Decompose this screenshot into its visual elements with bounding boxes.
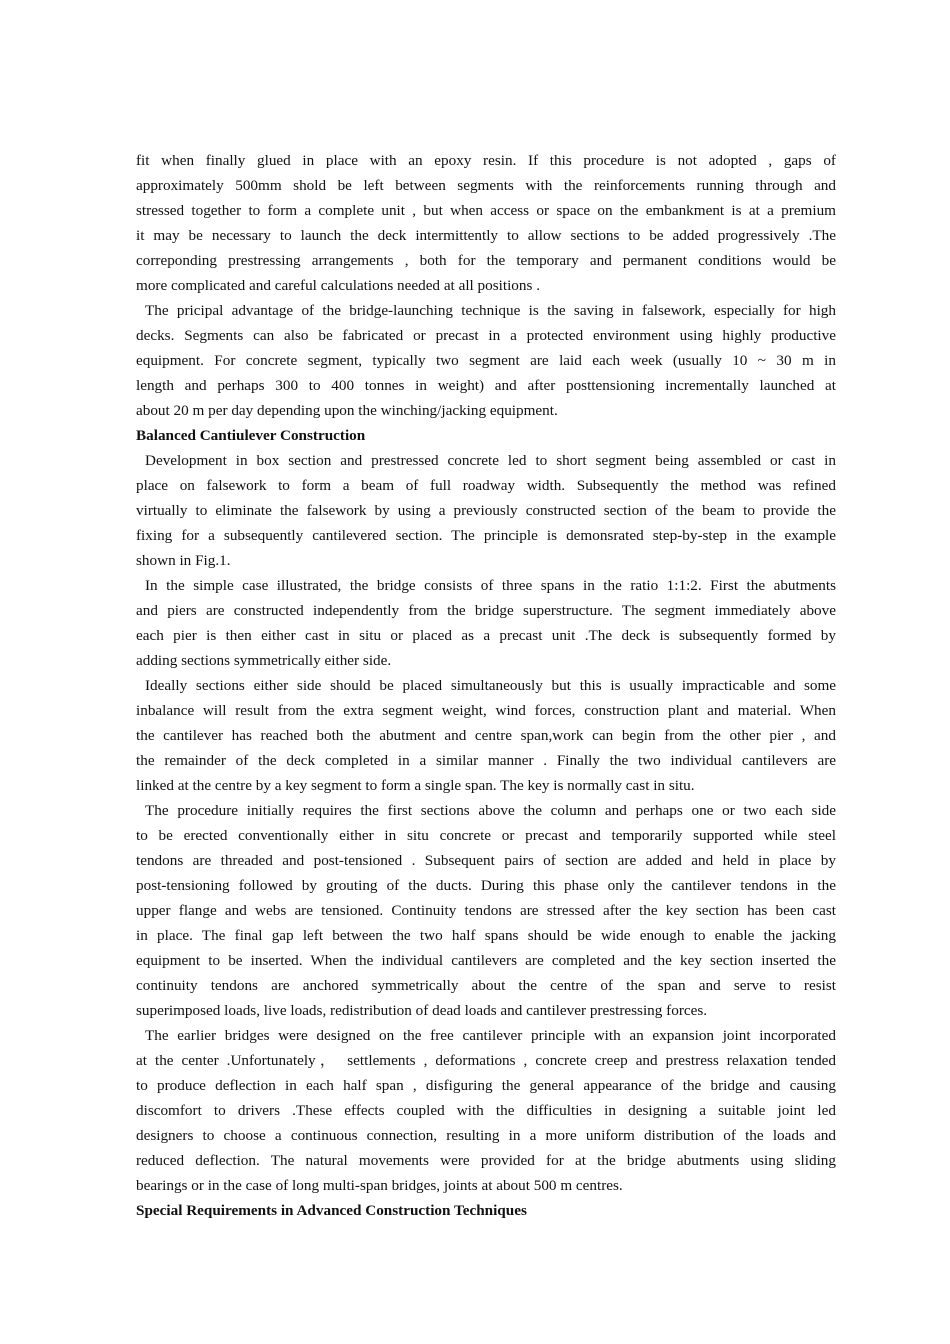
- paragraph: [136, 298, 836, 423]
- text-line: post-tensioning followed by grouting of the ducts. During this phase only the cantilever tendons in the: [136, 877, 836, 894]
- text-line: it may be necessary to launch the deck intermittently to allow sections to be added progressively .The: [136, 227, 836, 244]
- text-line: and piers are constructed independently from the bridge superstructure. The segment immediately above: [136, 602, 836, 619]
- document-body: [136, 148, 836, 1223]
- text-line: equipment. For concrete segment, typically two segment are laid each week (usually 10 ~ 30 m in: [136, 352, 836, 369]
- text-line: equipment to be inserted. When the individual cantilevers are completed and the key section inserted the: [136, 952, 836, 969]
- paragraph: [136, 573, 836, 673]
- text-line: linked at the centre by a key segment to form a single span. The key is normally cast in situ.: [136, 777, 695, 794]
- text-line: fixing for a subsequently cantilevered section. The principle is demonsrated step-by-step in the example: [136, 527, 836, 544]
- text-line: correponding prestressing arrangements , both for the temporary and permanent conditions would be: [136, 252, 836, 269]
- text-line: inbalance will result from the extra segment weight, wind forces, construction plant and material. When: [136, 702, 836, 719]
- text-line: shown in Fig.1.: [136, 552, 231, 569]
- text-line: at the center .Unfortunately， settlements , deformations , concrete creep and prestress relaxation tended: [136, 1052, 836, 1069]
- paragraph: [136, 798, 836, 1023]
- text-line: stressed together to form a complete unit , but when access or space on the embankment is at a premium: [136, 202, 836, 219]
- section-heading: [136, 1198, 836, 1223]
- text-line: length and perhaps 300 to 400 tonnes in weight) and after posttensioning incrementally launched at: [136, 377, 836, 394]
- text-line: upper flange and webs are tensioned. Continuity tendons are stressed after the key section has been cast: [136, 902, 836, 919]
- text-line: superimposed loads, live loads, redistribution of dead loads and cantilever prestressing forces.: [136, 1002, 708, 1019]
- text-line: fit when finally glued in place with an epoxy resin. If this procedure is not adopted , gaps of: [136, 152, 836, 169]
- text-line: bearings or in the case of long multi-span bridges, joints at about 500 m centres.: [136, 1177, 623, 1194]
- text-line: decks. Segments can also be fabricated or precast in a protected environment using highly productive: [136, 327, 836, 344]
- text-line: more complicated and careful calculations needed at all positions .: [136, 277, 541, 294]
- text-line: the cantilever has reached both the abutment and centre span,work can begin from the other pier , and: [136, 727, 836, 744]
- text-line: discomfort to drivers .These effects coupled with the difficulties in designing a suitable joint led: [136, 1102, 836, 1119]
- text-line: The pricipal advantage of the bridge-launching technique is the saving in falsework, especially for high: [145, 302, 836, 319]
- section-heading: [136, 423, 836, 448]
- paragraph: [136, 148, 836, 298]
- text-line: the remainder of the deck completed in a similar manner . Finally the two individual cantilevers are: [136, 752, 836, 769]
- paragraph: [136, 1023, 836, 1198]
- text-line: to produce deflection in each half span , disfiguring the general appearance of the bridge and causing: [136, 1077, 836, 1094]
- text-line: each pier is then either cast in situ or placed as a precast unit .The deck is subsequently formed by: [136, 627, 836, 644]
- heading-text: Balanced Cantiulever Construction: [136, 427, 366, 444]
- text-line: designers to choose a continuous connection, resulting in a more uniform distribution of the loads and: [136, 1127, 836, 1144]
- heading-text: Special Requirements in Advanced Construction Techniques: [136, 1202, 527, 1219]
- text-line: The procedure initially requires the first sections above the column and perhaps one or two each side: [145, 802, 836, 819]
- text-line: tendons are threaded and post-tensioned . Subsequent pairs of section are added and held in place by: [136, 852, 836, 869]
- text-line: The earlier bridges were designed on the free cantilever principle with an expansion joint incorporated: [145, 1027, 836, 1044]
- text-line: about 20 m per day depending upon the winching/jacking equipment.: [136, 402, 558, 419]
- text-line: adding sections symmetrically either side.: [136, 652, 392, 669]
- text-line: to be erected conventionally either in situ concrete or precast and temporarily supported while steel: [136, 827, 836, 844]
- text-line: Ideally sections either side should be placed simultaneously but this is usually impracticable and some: [145, 677, 836, 694]
- text-line: virtually to eliminate the falsework by using a previously constructed section of the beam to provide the: [136, 502, 836, 519]
- text-line: Development in box section and prestressed concrete led to short segment being assembled or cast in: [145, 452, 836, 469]
- text-line: approximately 500mm shold be left between segments with the reinforcements running through and: [136, 177, 836, 194]
- text-line: continuity tendons are anchored symmetrically about the centre of the span and serve to resist: [136, 977, 836, 994]
- text-line: in place. The final gap left between the two half spans should be wide enough to enable the jacking: [136, 927, 836, 944]
- text-line: place on falsework to form a beam of full roadway width. Subsequently the method was refined: [136, 477, 836, 494]
- text-line: In the simple case illustrated, the bridge consists of three spans in the ratio 1:1:2. First the abutments: [145, 577, 836, 594]
- text-line: reduced deflection. The natural movements were provided for at the bridge abutments using sliding: [136, 1152, 836, 1169]
- paragraph: [136, 673, 836, 798]
- paragraph: [136, 448, 836, 573]
